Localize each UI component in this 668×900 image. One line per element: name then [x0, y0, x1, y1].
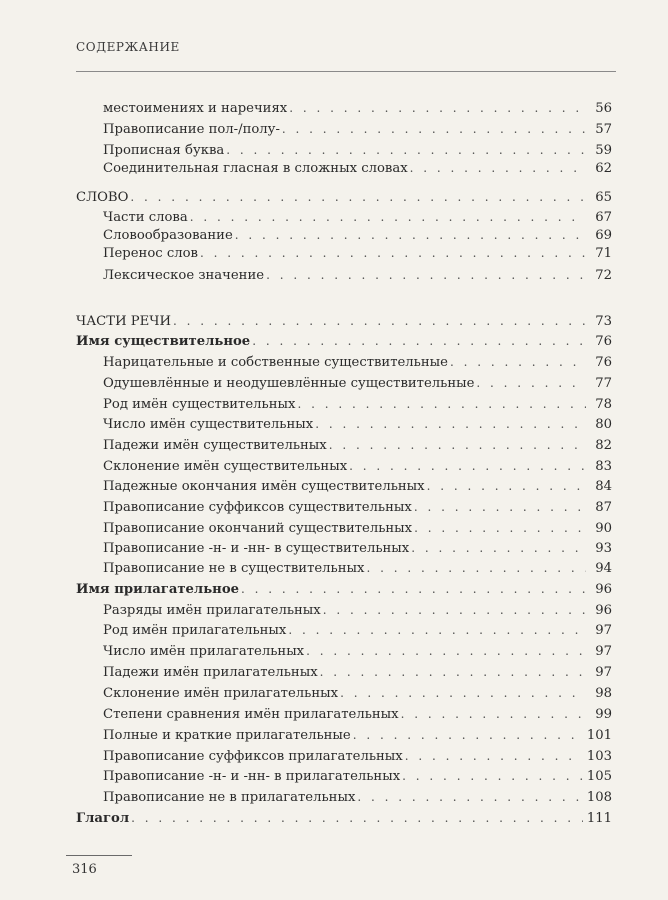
- toc-entry[interactable]: [103, 538, 612, 558]
- toc-entry-title: Части слова: [103, 210, 188, 225]
- toc-entry-title: Правописание не в существительных: [103, 561, 365, 576]
- toc-entry-title: Правописание суффиксов прилагательных: [103, 749, 403, 764]
- toc-entry[interactable]: [103, 140, 612, 160]
- toc-entry-page: 97: [595, 623, 612, 638]
- toc-entry-title: Правописание суффиксов существительных: [103, 500, 412, 515]
- toc-leader-dots: [315, 414, 586, 434]
- toc-entry-title: Падежные окончания имён существительных: [103, 479, 425, 494]
- toc-entry-page: 87: [595, 500, 612, 515]
- toc-leader-dots: [329, 435, 586, 455]
- toc-leader-dots: [410, 158, 586, 178]
- toc-entry-title: Род имён существительных: [103, 397, 296, 412]
- toc-leader-dots: [173, 311, 586, 331]
- toc-entry-title: Перенос слов: [103, 246, 198, 261]
- toc-leader-dots: [476, 373, 586, 393]
- toc-entry-title: Степени сравнения имён прилагательных: [103, 707, 399, 722]
- toc-entry[interactable]: [103, 352, 612, 372]
- toc-entry[interactable]: [103, 207, 612, 227]
- toc-leader-dots: [306, 641, 586, 661]
- toc-entry[interactable]: [103, 158, 612, 178]
- toc-entry-page: 94: [595, 561, 612, 576]
- running-header: СОДЕРЖАНИЕ: [76, 40, 180, 54]
- footer-divider: [66, 855, 132, 856]
- toc-entry[interactable]: [103, 766, 612, 786]
- toc-leader-dots: [427, 476, 586, 496]
- toc-leader-dots: [282, 119, 586, 139]
- toc-entry-page: 98: [595, 686, 612, 701]
- toc-entry-title: Нарицательные и собственные существительные: [103, 355, 448, 370]
- toc-entry-page: 59: [595, 143, 612, 158]
- toc-leader-dots: [252, 331, 586, 351]
- toc-entry-title: Соединительная гласная в сложных словах: [103, 161, 408, 176]
- toc-entry-page: 80: [595, 417, 612, 432]
- toc-entry[interactable]: [103, 725, 612, 745]
- toc-entry-title: Склонение имён прилагательных: [103, 686, 339, 701]
- toc-entry-title: Правописание не в прилагательных: [103, 790, 356, 805]
- toc-entry-page: 62: [595, 161, 612, 176]
- toc-entry-title: Правописание окончаний существительных: [103, 521, 413, 536]
- toc-leader-dots: [414, 518, 586, 538]
- toc-entry[interactable]: [103, 414, 612, 434]
- toc-entry-page: 71: [595, 246, 612, 261]
- toc-entry-page: 105: [586, 769, 612, 784]
- toc-entry[interactable]: [103, 600, 612, 620]
- toc-entry[interactable]: [103, 497, 612, 517]
- page-number: 316: [72, 862, 97, 877]
- toc-entry[interactable]: [103, 456, 612, 476]
- toc-entry-title: Число имён прилагательных: [103, 644, 305, 659]
- toc-leader-dots: [349, 456, 586, 476]
- toc-entry-title: Род имён прилагательных: [103, 623, 287, 638]
- toc-entry-page: 56: [595, 101, 612, 116]
- toc-leader-dots: [235, 225, 586, 245]
- toc-entry-title: СЛОВО: [76, 190, 129, 205]
- toc-section-entry[interactable]: [76, 579, 612, 599]
- toc-leader-dots: [450, 352, 586, 372]
- toc-leader-dots: [130, 187, 586, 207]
- toc-entry-page: 77: [595, 376, 612, 391]
- toc-entry-title: Прописная буква: [103, 143, 225, 158]
- toc-leader-dots: [320, 662, 586, 682]
- toc-entry-title: Имя существительное: [76, 334, 251, 349]
- toc-entry[interactable]: [103, 98, 612, 118]
- toc-leader-dots: [200, 243, 586, 263]
- toc-entry-page: 72: [595, 268, 612, 283]
- toc-entry-title: ЧАСТИ РЕЧИ: [76, 314, 171, 329]
- toc-entry[interactable]: [103, 683, 612, 703]
- toc-entry-title: Падежи имён существительных: [103, 438, 327, 453]
- toc-entry[interactable]: [103, 558, 612, 578]
- toc-entry-title: Разряды имён прилагательных: [103, 603, 321, 618]
- toc-leader-dots: [414, 497, 586, 517]
- toc-entry-page: 93: [595, 541, 612, 556]
- toc-leader-dots: [401, 704, 586, 724]
- toc-entry-page: 69: [595, 228, 612, 243]
- toc-entry-page: 108: [586, 790, 612, 805]
- toc-chapter-entry[interactable]: [76, 187, 612, 207]
- toc-entry-title: Число имён существительных: [103, 417, 314, 432]
- toc-entry-page: 90: [595, 521, 612, 536]
- toc-leader-dots: [353, 725, 583, 745]
- toc-leader-dots: [288, 620, 586, 640]
- toc-leader-dots: [323, 600, 586, 620]
- toc-entry[interactable]: [103, 373, 612, 393]
- toc-entry-title: Словообразование: [103, 228, 233, 243]
- toc-entry[interactable]: [103, 265, 612, 285]
- toc-entry[interactable]: [103, 620, 612, 640]
- toc-section-entry[interactable]: [76, 808, 612, 828]
- header-divider: [76, 71, 616, 72]
- toc-entry[interactable]: [103, 119, 612, 139]
- toc-entry-title: Правописание пол-/полу-: [103, 122, 280, 137]
- toc-entry-page: 78: [595, 397, 612, 412]
- toc-entry-page: 99: [595, 707, 612, 722]
- toc-entry-title: местоимениях и наречиях: [103, 101, 288, 116]
- toc-entry-page: 84: [595, 479, 612, 494]
- toc-entry[interactable]: [103, 243, 612, 263]
- toc-entry-page: 76: [595, 334, 612, 349]
- toc-entry-title: Имя прилагательное: [76, 582, 240, 597]
- toc-entry-page: 73: [595, 314, 612, 329]
- toc-entry[interactable]: [103, 746, 612, 766]
- toc-entry-page: 82: [595, 438, 612, 453]
- toc-entry[interactable]: [103, 518, 612, 538]
- toc-entry-title: Падежи имён прилагательных: [103, 665, 318, 680]
- toc-entry-page: 96: [595, 603, 612, 618]
- toc-leader-dots: [289, 98, 586, 118]
- toc-leader-dots: [226, 140, 586, 160]
- toc-leader-dots: [357, 787, 582, 807]
- toc-entry-page: 97: [595, 644, 612, 659]
- toc-entry-page: 76: [595, 355, 612, 370]
- toc-entry[interactable]: [103, 225, 612, 245]
- toc-entry[interactable]: [103, 704, 612, 724]
- toc-entry-title: Лексическое значение: [103, 268, 265, 283]
- toc-entry-page: 57: [595, 122, 612, 137]
- toc-entry-page: 96: [595, 582, 612, 597]
- toc-entry-title: Правописание -н- и -нн- в прилагательных: [103, 769, 401, 784]
- toc-chapter-entry[interactable]: [76, 311, 612, 331]
- toc-leader-dots: [405, 746, 583, 766]
- toc-leader-dots: [241, 579, 586, 599]
- toc-leader-dots: [402, 766, 583, 786]
- toc-entry[interactable]: [103, 394, 612, 414]
- toc-entry-page: 103: [586, 749, 612, 764]
- toc-entry-page: 67: [595, 210, 612, 225]
- toc-entry-page: 101: [586, 728, 612, 743]
- toc-entry-title: Одушевлённые и неодушевлённые существительные: [103, 376, 475, 391]
- toc-entry[interactable]: [103, 476, 612, 496]
- toc-leader-dots: [131, 808, 583, 828]
- toc-leader-dots: [297, 394, 586, 414]
- toc-leader-dots: [340, 683, 586, 703]
- toc-entry-title: Полные и краткие прилагательные: [103, 728, 351, 743]
- toc-entry-title: Склонение имён существительных: [103, 459, 348, 474]
- toc-entry-page: 111: [586, 811, 612, 826]
- toc-leader-dots: [266, 265, 586, 285]
- toc-entry[interactable]: [103, 435, 612, 455]
- toc-leader-dots: [411, 538, 586, 558]
- toc-leader-dots: [366, 558, 586, 578]
- toc-entry[interactable]: [103, 787, 612, 807]
- toc-entry-page: 65: [595, 190, 612, 205]
- toc-entry-title: Глагол: [76, 811, 130, 826]
- toc-section-entry[interactable]: [76, 331, 612, 351]
- toc-entry[interactable]: [103, 641, 612, 661]
- toc-leader-dots: [190, 207, 586, 227]
- toc-entry[interactable]: [103, 662, 612, 682]
- toc-entry-title: Правописание -н- и -нн- в существительных: [103, 541, 410, 556]
- toc-entry-page: 83: [595, 459, 612, 474]
- toc-entry-page: 97: [595, 665, 612, 680]
